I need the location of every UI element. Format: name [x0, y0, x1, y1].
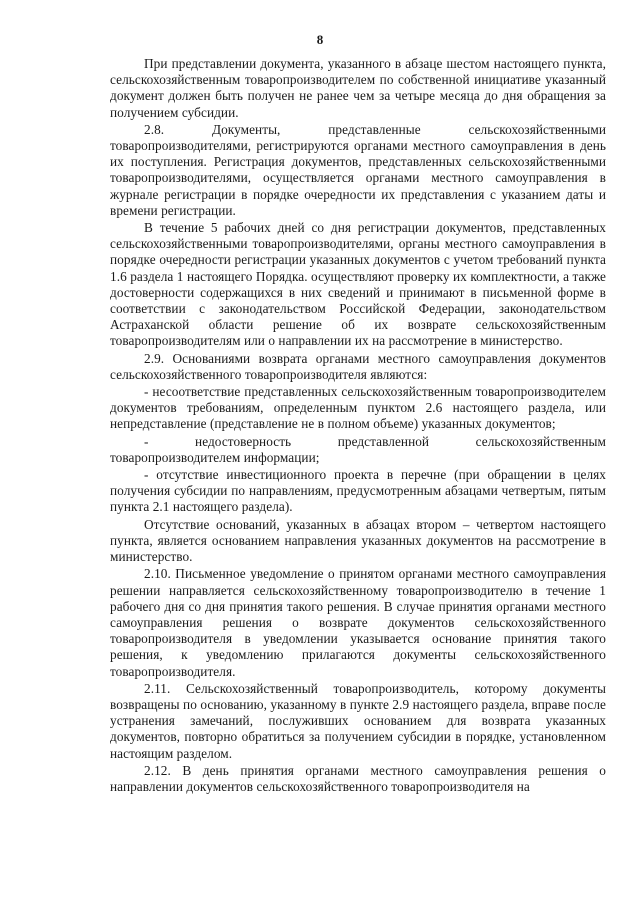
paragraph: 2.12. В день принятия органами местного самоуправления решения о направлении документов сельскохозяйственного товаропроизводителя на [110, 762, 606, 794]
paragraph: 2.9. Основаниями возврата органами местного самоуправления документов сельскохозяйственного товаропроизводителя являются: [110, 350, 606, 382]
list-item: - отсутствие инвестиционного проекта в перечне (при обращении в целях получения субсидии по направлениям, предусмотренным абзацами четвертым, пятым пункта 2.1 настоящего раздела). [110, 467, 606, 515]
paragraph: 2.11. Сельскохозяйственный товаропроизводитель, которому документы возвращены по основанию, указанному в пункте 2.9 настоящего раздела, вправе после устранения замечаний, послуживших основанием для возврата указанных документов, повторно обратиться за получением субсидии в порядке, установленном настоящим разделом. [110, 680, 606, 761]
list-item: - недостоверность представленной сельскохозяйственным товаропроизводителем информации; [110, 433, 606, 465]
list-item: - несоответствие представленных сельскохозяйственным товаропроизводителем документов требованиям, определенным пунктом 2.6 настоящего раздела, или непредставление (представление не в полном объеме) указанных документов; [110, 384, 606, 432]
paragraph: 2.10. Письменное уведомление о принятом органами местного самоуправления решении направляется сельскохозяйственному товаропроизводителю в течение 1 рабочего дня со дня принятия такого решения. В случае принятия органами местного самоуправления решения о возврате документов сельскохозяйственного товаропроизводителя в уведомлении указывается основание принятия такого решения, к уведомлению прилагаются документы сельскохозяйственного товаропроизводителя. [110, 566, 606, 679]
paragraph: 2.8. Документы, представленные сельскохозяйственными товаропроизводителями, регистрируются органами местного самоуправления в день их поступления. Регистрация документов, представленных сельскохозяйственными товаропроизводителями, осуществляется органами местного самоуправления в журнале регистрации в порядке очередности их представления с указанием даты и времени регистрации. [110, 121, 606, 218]
document-body [110, 56, 606, 796]
paragraph: При представлении документа, указанного в абзаце шестом настоящего пункта, сельскохозяйственным товаропроизводителем по собственной инициативе указанный документ должен быть получен не ранее чем за четыре месяца до дня обращения за получением субсидии. [110, 56, 606, 120]
paragraph: В течение 5 рабочих дней со дня регистрации документов, представленных сельскохозяйственными товаропроизводителями, органы местного самоуправления в порядке очередности регистрации указанных документов с учетом требований пункта 1.6 раздела 1 настоящего Порядка. осуществляют проверку их комплектности, а также достоверности содержащихся в них сведений и принимают в письменной форме в соответствии с законодательством Российской Федерации, законодательством Астраханской области решение об их возврате сельскохозяйственным товаропроизводителям или о направлении их на рассмотрение в министерство. [110, 220, 606, 349]
page-number: 8 [316, 32, 324, 47]
paragraph: Отсутствие оснований, указанных в абзацах втором – четвертом настоящего пункта, является основанием направления указанных документов на рассмотрение в министерство. [110, 516, 606, 565]
